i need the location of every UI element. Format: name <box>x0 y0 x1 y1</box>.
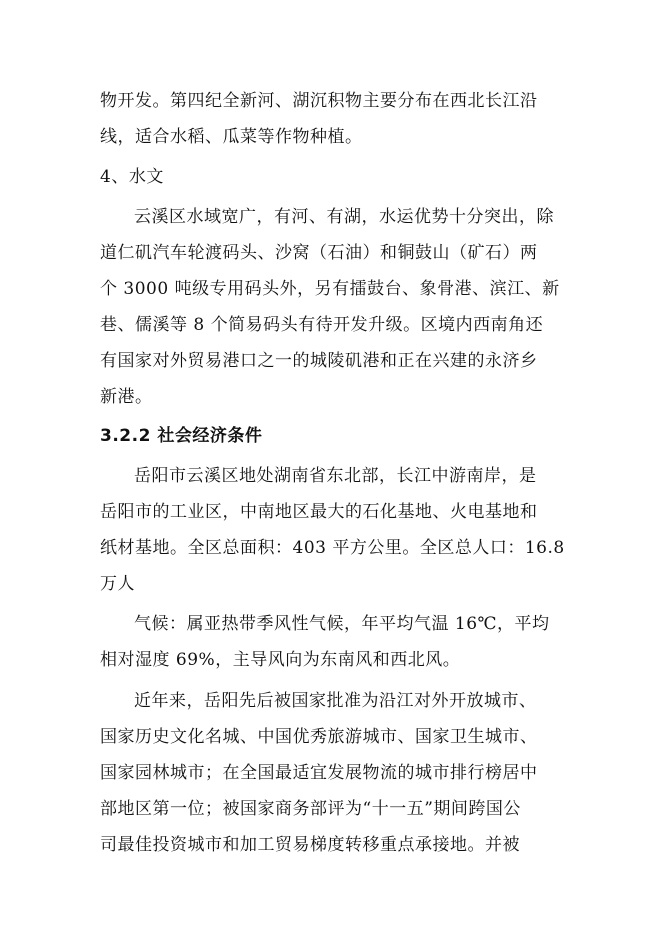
paragraph-geology-continued <box>100 83 570 155</box>
text-line: 岳阳市的工业区，中南地区最大的石化基地、火电基地和 <box>100 502 538 522</box>
paragraph-climate <box>100 606 570 678</box>
text-line: 巷、儒溪等 8 个简易码头有待开发升级。区境内西南角还 <box>100 315 544 335</box>
text-line: 万人 <box>100 574 135 594</box>
text-line: 相对湿度 69%，主导风向为东南风和西北风。 <box>100 650 461 670</box>
text-line: 岳阳市云溪区地处湖南省东北部，长江中游南岸，是 <box>134 466 537 486</box>
paragraph-hydrology <box>100 199 570 415</box>
text-line: 部地区第一位；被国家商务部评为“十一五”期间跨国公 <box>100 799 521 819</box>
text-line: 近年来，岳阳先后被国家批准为沿江对外开放城市、 <box>134 691 537 711</box>
text-line: 物开发。第四纪全新河、湖沉积物主要分布在西北长江沿 <box>100 91 538 111</box>
paragraph-recent-development <box>100 683 570 863</box>
text-line: 国家园林城市；在全国最适宜发展物流的城市排行榜居中 <box>100 763 538 783</box>
section-heading-socioeconomic <box>100 418 570 454</box>
text-line: 气候：属亚热带季风性气候，年平均气温 16℃，平均 <box>134 614 550 634</box>
text-line: 云溪区水域宽广，有河、有湖，水运优势十分突出，除 <box>134 207 554 227</box>
text-line: 个 3000 吨级专用码头外，另有擂鼓台、象骨港、滨江、新 <box>100 279 560 299</box>
heading-text: 4、水文 <box>100 167 164 187</box>
text-line: 新港。 <box>100 387 153 407</box>
heading-text: 3.2.2 社会经济条件 <box>100 426 263 446</box>
text-line: 有国家对外贸易港口之一的城陵矶港和正在兴建的永济乡 <box>100 351 538 371</box>
paragraph-location <box>100 458 570 602</box>
text-line: 国家历史文化名城、中国优秀旅游城市、国家卫生城市、 <box>100 727 538 747</box>
text-line: 司最佳投资城市和加工贸易梯度转移重点承接地。并被 <box>100 835 520 855</box>
text-line: 纸材基地。全区总面积：403 平方公里。全区总人口：16.8 <box>100 538 565 558</box>
text-line: 道仁矶汽车轮渡码头、沙窝（石油）和铜鼓山（矿石）两 <box>100 243 538 263</box>
section-heading-hydrology <box>100 159 570 195</box>
text-line: 线，适合水稻、瓜菜等作物种植。 <box>100 127 363 147</box>
